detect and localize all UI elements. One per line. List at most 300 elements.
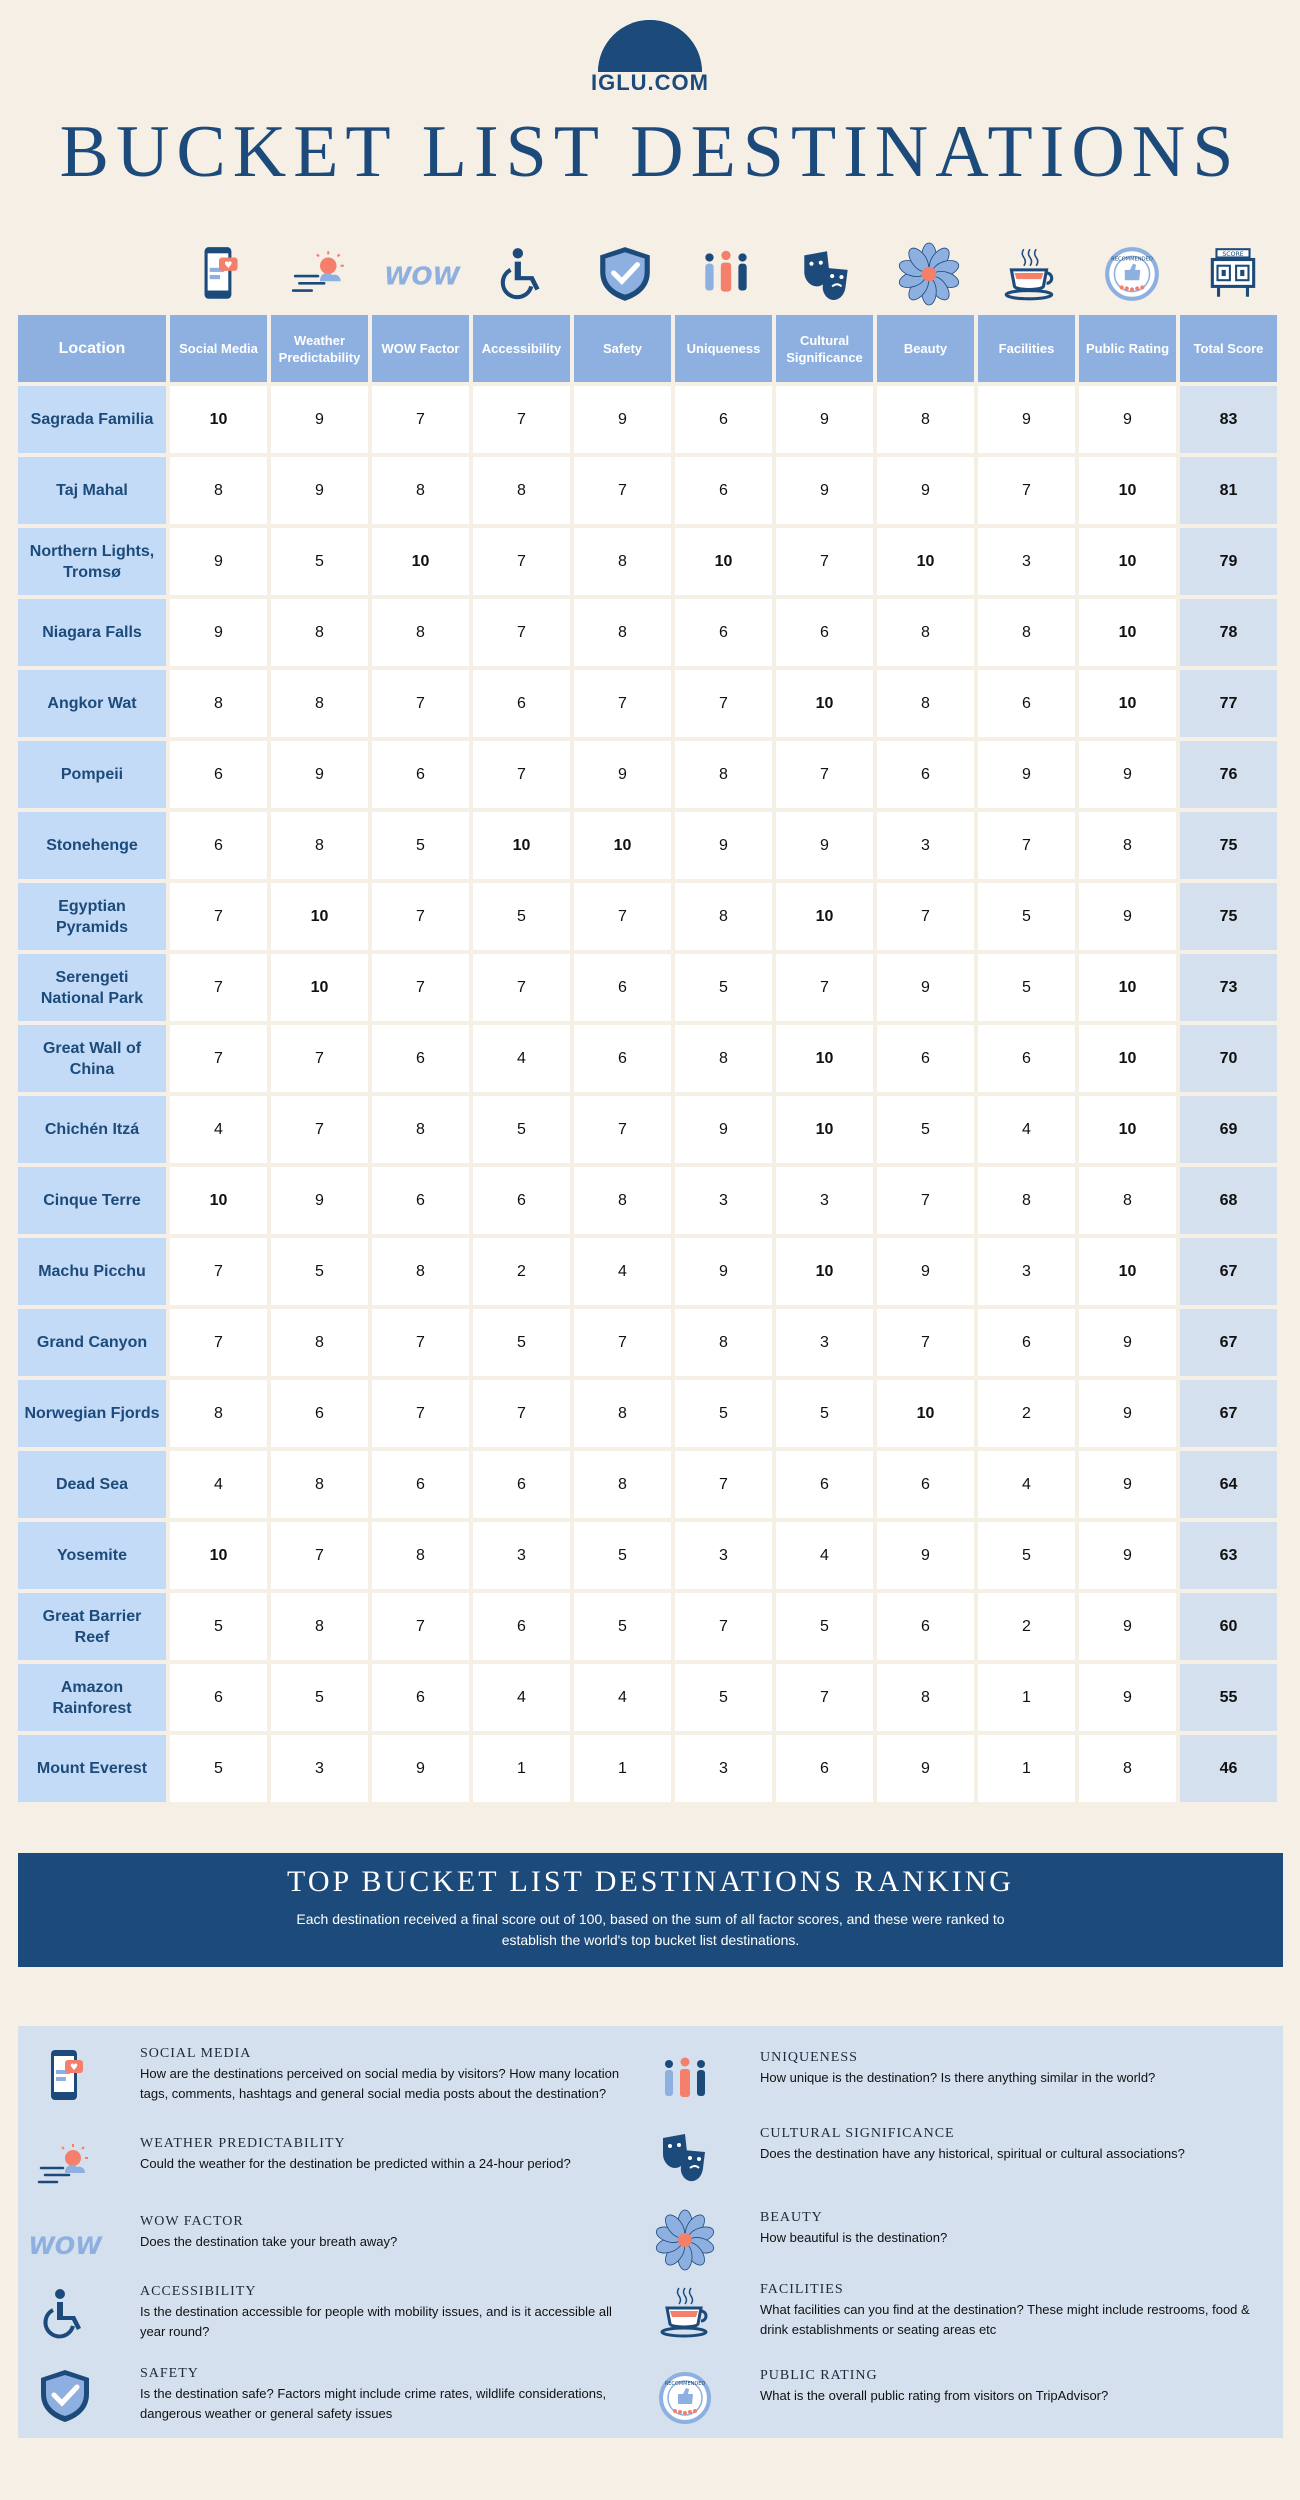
- table-row: [18, 1522, 1283, 1593]
- rating-badge-icon: [1083, 240, 1181, 308]
- score-cell: 7: [675, 670, 772, 737]
- score-cell: 5: [776, 1593, 873, 1660]
- table-row: [18, 1309, 1283, 1380]
- score-cell: 3: [776, 1167, 873, 1234]
- score-cell: 6: [675, 457, 772, 524]
- score-cell: 8: [271, 1451, 368, 1518]
- score-cell: 8: [675, 741, 772, 808]
- svg-text:♥: ♥: [69, 2063, 79, 2073]
- score-cell: 8: [574, 599, 671, 666]
- legend-description: What is the overall public rating from visitors on TripAdvisor?: [760, 2388, 1109, 2403]
- score-cell: 6: [877, 1451, 974, 1518]
- total-score-cell: 83: [1180, 386, 1277, 453]
- score-cell: 5: [776, 1380, 873, 1447]
- score-cell: 5: [574, 1522, 671, 1589]
- score-cell: 9: [877, 954, 974, 1021]
- score-cell: 10: [170, 1522, 267, 1589]
- score-cell: 8: [877, 386, 974, 453]
- score-cell: 5: [473, 1309, 570, 1376]
- shield-icon: [576, 240, 674, 308]
- theatre-masks-icon: [778, 240, 876, 308]
- column-header: Cultural Significance: [776, 315, 873, 382]
- score-cell: 7: [473, 386, 570, 453]
- score-cell: 7: [574, 1096, 671, 1163]
- total-score-cell: 75: [1180, 812, 1277, 879]
- accessibility-icon: [474, 240, 572, 308]
- table-row: [18, 1735, 1283, 1806]
- score-cell: 7: [978, 457, 1075, 524]
- column-header: Location: [18, 315, 166, 382]
- score-cell: 7: [574, 457, 671, 524]
- score-cell: 8: [271, 1309, 368, 1376]
- flower-icon: [880, 240, 978, 308]
- score-cell: 7: [574, 1309, 671, 1376]
- weather-icon: [271, 240, 369, 308]
- score-cell: 7: [170, 883, 267, 950]
- score-cell: 3: [675, 1522, 772, 1589]
- score-cell: 5: [574, 1593, 671, 1660]
- total-score-cell: 63: [1180, 1522, 1277, 1589]
- score-cell: 7: [372, 670, 469, 737]
- legend-description: Does the destination take your breath away?: [140, 2234, 398, 2249]
- score-cell: 7: [473, 599, 570, 666]
- score-cell: 9: [372, 1735, 469, 1802]
- score-cell: 5: [675, 954, 772, 1021]
- phone-icon: [170, 240, 268, 308]
- legend-title: SAFETY: [140, 2366, 199, 2381]
- total-score-cell: 68: [1180, 1167, 1277, 1234]
- scoreboard-icon: [1184, 240, 1282, 308]
- score-cell: 9: [877, 1735, 974, 1802]
- column-header: Weather Predictability: [271, 315, 368, 382]
- score-cell: 7: [473, 954, 570, 1021]
- score-cell: 6: [372, 1025, 469, 1092]
- score-cell: 9: [675, 1096, 772, 1163]
- ranking-banner: [18, 1853, 1283, 1967]
- column-header: Public Rating: [1079, 315, 1176, 382]
- legend-title: WEATHER PREDICTABILITY: [140, 2136, 346, 2151]
- location-cell: Niagara Falls: [18, 599, 166, 666]
- score-cell: 9: [1079, 1309, 1176, 1376]
- score-cell: 9: [1079, 1380, 1176, 1447]
- total-score-cell: 81: [1180, 457, 1277, 524]
- column-header: Facilities: [978, 315, 1075, 382]
- score-cell: 6: [877, 1025, 974, 1092]
- score-cell: 6: [978, 670, 1075, 737]
- location-cell: Grand Canyon: [18, 1309, 166, 1376]
- coffee-cup-icon: [650, 2282, 720, 2342]
- column-header: Uniqueness: [675, 315, 772, 382]
- legend-description: How are the destinations perceived on social media by visitors? How many location tags, comments, hashtags and general social media posts about the destination?: [140, 2066, 620, 2101]
- score-cell: 10: [170, 1167, 267, 1234]
- table-row: [18, 812, 1283, 883]
- score-cell: 9: [675, 1238, 772, 1305]
- score-cell: 4: [574, 1238, 671, 1305]
- score-cell: 6: [372, 1451, 469, 1518]
- total-score-cell: 77: [1180, 670, 1277, 737]
- score-cell: 9: [170, 599, 267, 666]
- location-cell: Serengeti National Park: [18, 954, 166, 1021]
- score-cell: 7: [473, 741, 570, 808]
- score-cell: 3: [877, 812, 974, 879]
- score-cell: 6: [170, 741, 267, 808]
- score-cell: 7: [877, 883, 974, 950]
- score-cell: 5: [271, 528, 368, 595]
- score-cell: 10: [776, 1096, 873, 1163]
- table-header-row: [18, 315, 1283, 386]
- score-cell: 10: [473, 812, 570, 879]
- score-cell: 9: [978, 741, 1075, 808]
- score-cell: 7: [271, 1096, 368, 1163]
- legend-description: Is the destination safe? Factors might include crime rates, wildlife considerations, dangerous weather or general safety issues: [140, 2386, 607, 2421]
- location-cell: Dead Sea: [18, 1451, 166, 1518]
- score-cell: 3: [473, 1522, 570, 1589]
- score-cell: 7: [776, 954, 873, 1021]
- svg-text:WOW: WOW: [28, 2232, 102, 2260]
- table-row: [18, 954, 1283, 1025]
- location-cell: Great Wall of China: [18, 1025, 166, 1092]
- score-cell: 8: [574, 528, 671, 595]
- score-cell: 8: [1079, 1167, 1176, 1234]
- score-cell: 4: [473, 1664, 570, 1731]
- location-cell: Egyptian Pyramids: [18, 883, 166, 950]
- score-cell: 7: [271, 1025, 368, 1092]
- score-cell: 7: [473, 1380, 570, 1447]
- score-cell: 9: [271, 457, 368, 524]
- score-cell: 6: [574, 1025, 671, 1092]
- location-cell: Great Barrier Reef: [18, 1593, 166, 1660]
- score-cell: 5: [170, 1735, 267, 1802]
- score-cell: 7: [372, 954, 469, 1021]
- score-cell: 10: [877, 1380, 974, 1447]
- score-cell: 8: [877, 670, 974, 737]
- table-row: [18, 457, 1283, 528]
- score-cell: 1: [978, 1735, 1075, 1802]
- score-cell: 9: [170, 528, 267, 595]
- score-cell: 10: [1079, 599, 1176, 666]
- score-cell: 5: [978, 883, 1075, 950]
- svg-text:WOW: WOW: [384, 261, 460, 291]
- score-cell: 10: [1079, 1238, 1176, 1305]
- score-cell: 8: [675, 883, 772, 950]
- table-row: [18, 528, 1283, 599]
- score-cell: 6: [675, 599, 772, 666]
- score-cell: 10: [1079, 528, 1176, 595]
- score-cell: 8: [877, 599, 974, 666]
- score-cell: 8: [1079, 1735, 1176, 1802]
- theatre-masks-icon: [650, 2126, 720, 2186]
- total-score-cell: 78: [1180, 599, 1277, 666]
- legend-title: SOCIAL MEDIA: [140, 2046, 252, 2061]
- score-cell: 6: [877, 1593, 974, 1660]
- score-cell: 9: [978, 386, 1075, 453]
- legend-title: BEAUTY: [760, 2210, 823, 2225]
- score-cell: 7: [574, 670, 671, 737]
- score-cell: 7: [372, 386, 469, 453]
- score-cell: 9: [675, 812, 772, 879]
- score-cell: 7: [372, 1380, 469, 1447]
- score-cell: 3: [978, 528, 1075, 595]
- score-cell: 7: [776, 528, 873, 595]
- score-cell: 10: [1079, 670, 1176, 737]
- score-cell: 10: [1079, 1025, 1176, 1092]
- location-cell: Pompeii: [18, 741, 166, 808]
- table-row: [18, 1025, 1283, 1096]
- score-cell: 10: [574, 812, 671, 879]
- legend-description: Does the destination have any historical, spiritual or cultural associations?: [760, 2146, 1185, 2161]
- score-cell: 7: [877, 1309, 974, 1376]
- score-cell: 6: [473, 670, 570, 737]
- legend-description: How unique is the destination? Is there anything similar in the world?: [760, 2070, 1156, 2085]
- score-cell: 7: [170, 1025, 267, 1092]
- score-cell: 6: [877, 741, 974, 808]
- score-cell: 9: [271, 1167, 368, 1234]
- location-cell: Taj Mahal: [18, 457, 166, 524]
- total-score-cell: 55: [1180, 1664, 1277, 1731]
- score-cell: 7: [675, 1593, 772, 1660]
- score-cell: 6: [675, 386, 772, 453]
- score-cell: 6: [776, 1451, 873, 1518]
- column-header: Social Media: [170, 315, 267, 382]
- score-cell: 1: [978, 1664, 1075, 1731]
- wow-icon: [30, 2214, 100, 2274]
- coffee-cup-icon: [981, 240, 1079, 308]
- total-score-cell: 69: [1180, 1096, 1277, 1163]
- score-cell: 10: [776, 1238, 873, 1305]
- score-cell: 9: [271, 741, 368, 808]
- score-cell: 5: [170, 1593, 267, 1660]
- score-cell: 9: [776, 386, 873, 453]
- score-cell: 5: [675, 1664, 772, 1731]
- table-row: [18, 741, 1283, 812]
- column-header: Safety: [574, 315, 671, 382]
- location-cell: Northern Lights, Tromsø: [18, 528, 166, 595]
- score-cell: 9: [574, 386, 671, 453]
- score-cell: 8: [372, 1522, 469, 1589]
- score-cell: 5: [978, 1522, 1075, 1589]
- table-body: [18, 386, 1283, 1806]
- score-cell: 10: [271, 954, 368, 1021]
- total-score-cell: 70: [1180, 1025, 1277, 1092]
- score-cell: 9: [776, 812, 873, 879]
- score-cell: 8: [675, 1309, 772, 1376]
- table-row: [18, 1664, 1283, 1735]
- legend-title: UNIQUENESS: [760, 2050, 858, 2065]
- legend-description: How beautiful is the destination?: [760, 2230, 948, 2245]
- score-cell: 9: [1079, 741, 1176, 808]
- score-cell: 7: [170, 1238, 267, 1305]
- score-cell: 8: [978, 599, 1075, 666]
- column-header: Accessibility: [473, 315, 570, 382]
- score-cell: 4: [170, 1451, 267, 1518]
- score-cell: 8: [372, 599, 469, 666]
- table-row: [18, 883, 1283, 954]
- score-cell: 8: [170, 670, 267, 737]
- legend-title: ACCESSIBILITY: [140, 2284, 257, 2299]
- score-cell: 10: [877, 528, 974, 595]
- score-cell: 6: [170, 812, 267, 879]
- score-cell: 5: [372, 812, 469, 879]
- score-cell: 8: [473, 457, 570, 524]
- score-cell: 7: [372, 1309, 469, 1376]
- score-cell: 8: [574, 1451, 671, 1518]
- legend-description: What facilities can you find at the destination? These might include restrooms, food & drink establishments or seating areas etc: [760, 2302, 1250, 2337]
- score-cell: 5: [473, 1096, 570, 1163]
- svg-text:RECOMMENDED: RECOMMENDED: [664, 2381, 706, 2387]
- score-cell: 9: [776, 457, 873, 524]
- score-cell: 6: [473, 1451, 570, 1518]
- location-cell: Stonehenge: [18, 812, 166, 879]
- score-cell: 10: [776, 883, 873, 950]
- total-score-cell: 79: [1180, 528, 1277, 595]
- location-cell: Chichén Itzá: [18, 1096, 166, 1163]
- score-cell: 6: [574, 954, 671, 1021]
- location-cell: Sagrada Familia: [18, 386, 166, 453]
- location-cell: Machu Picchu: [18, 1238, 166, 1305]
- score-cell: 9: [877, 1238, 974, 1305]
- total-score-cell: 67: [1180, 1380, 1277, 1447]
- total-score-cell: 60: [1180, 1593, 1277, 1660]
- score-cell: 2: [978, 1380, 1075, 1447]
- score-cell: 8: [271, 1593, 368, 1660]
- score-cell: 8: [271, 812, 368, 879]
- factor-legend: [18, 2026, 1283, 2438]
- score-cell: 7: [877, 1167, 974, 1234]
- legend-title: PUBLIC RATING: [760, 2368, 878, 2383]
- score-cell: 3: [675, 1735, 772, 1802]
- weather-icon: [30, 2136, 100, 2196]
- page-title: BUCKET LIST DESTINATIONS: [59, 111, 1241, 193]
- score-cell: 6: [776, 1735, 873, 1802]
- score-cell: 7: [776, 1664, 873, 1731]
- accessibility-icon: [30, 2284, 100, 2344]
- score-cell: 6: [978, 1025, 1075, 1092]
- score-cell: 5: [675, 1380, 772, 1447]
- banner-title: TOP BUCKET LIST DESTINATIONS RANKING: [287, 1865, 1014, 1898]
- score-cell: 1: [473, 1735, 570, 1802]
- legend-title: FACILITIES: [760, 2282, 844, 2297]
- rating-badge-icon: [650, 2368, 720, 2428]
- svg-text:RECOMMENDED: RECOMMENDED: [1111, 256, 1153, 263]
- score-cell: 6: [473, 1167, 570, 1234]
- score-cell: 6: [978, 1309, 1075, 1376]
- score-cell: 8: [1079, 812, 1176, 879]
- score-cell: 5: [271, 1664, 368, 1731]
- score-cell: 7: [473, 528, 570, 595]
- score-cell: 8: [877, 1664, 974, 1731]
- location-cell: Cinque Terre: [18, 1167, 166, 1234]
- total-score-cell: 75: [1180, 883, 1277, 950]
- legend-description: Could the weather for the destination be predicted within a 24-hour period?: [140, 2156, 571, 2171]
- score-cell: 7: [574, 883, 671, 950]
- score-cell: 5: [877, 1096, 974, 1163]
- score-cell: 7: [675, 1451, 772, 1518]
- score-cell: 6: [473, 1593, 570, 1660]
- score-cell: 9: [1079, 883, 1176, 950]
- location-cell: Amazon Rainforest: [18, 1664, 166, 1731]
- legend-title: WOW FACTOR: [140, 2214, 244, 2229]
- people-icon: [677, 240, 775, 308]
- score-cell: 8: [372, 1238, 469, 1305]
- score-cell: 4: [473, 1025, 570, 1092]
- location-cell: Norwegian Fjords: [18, 1380, 166, 1447]
- score-cell: 8: [372, 457, 469, 524]
- legend-description: Is the destination accessible for people with mobility issues, and is it accessible all year round?: [140, 2304, 612, 2339]
- wow-icon: [373, 240, 471, 308]
- score-cell: 2: [978, 1593, 1075, 1660]
- table-row: [18, 1238, 1283, 1309]
- table-row: [18, 1593, 1283, 1664]
- score-cell: 5: [271, 1238, 368, 1305]
- flower-icon: [650, 2210, 720, 2270]
- score-cell: 9: [271, 386, 368, 453]
- score-cell: 4: [170, 1096, 267, 1163]
- total-score-cell: 73: [1180, 954, 1277, 1021]
- score-cell: 8: [372, 1096, 469, 1163]
- score-cell: 10: [1079, 1096, 1176, 1163]
- column-header: Beauty: [877, 315, 974, 382]
- score-cell: 6: [372, 1664, 469, 1731]
- score-cell: 9: [1079, 1451, 1176, 1518]
- score-cell: 7: [271, 1522, 368, 1589]
- total-score-cell: 67: [1180, 1309, 1277, 1376]
- location-cell: Mount Everest: [18, 1735, 166, 1802]
- score-cell: 3: [675, 1167, 772, 1234]
- brand-name: IGLU.COM: [591, 70, 709, 95]
- table-row: [18, 1380, 1283, 1451]
- svg-text:♥: ♥: [224, 259, 233, 271]
- table-row: [18, 1451, 1283, 1522]
- score-cell: 10: [776, 1025, 873, 1092]
- score-cell: 6: [372, 1167, 469, 1234]
- score-cell: 6: [271, 1380, 368, 1447]
- score-cell: 9: [574, 741, 671, 808]
- total-score-cell: 76: [1180, 741, 1277, 808]
- score-cell: 8: [170, 457, 267, 524]
- total-score-cell: 67: [1180, 1238, 1277, 1305]
- people-icon: [650, 2050, 720, 2110]
- score-cell: 8: [271, 599, 368, 666]
- score-cell: 8: [675, 1025, 772, 1092]
- scores-table: [18, 315, 1283, 1806]
- score-cell: 7: [372, 883, 469, 950]
- score-cell: 6: [372, 741, 469, 808]
- legend-title: CULTURAL SIGNIFICANCE: [760, 2126, 955, 2141]
- score-cell: 10: [170, 386, 267, 453]
- score-cell: 5: [473, 883, 570, 950]
- score-cell: 10: [675, 528, 772, 595]
- location-cell: Yosemite: [18, 1522, 166, 1589]
- total-score-cell: 46: [1180, 1735, 1277, 1802]
- table-row: [18, 1167, 1283, 1238]
- score-cell: 5: [978, 954, 1075, 1021]
- score-cell: 7: [170, 954, 267, 1021]
- score-cell: 9: [1079, 1593, 1176, 1660]
- score-cell: 9: [1079, 386, 1176, 453]
- score-cell: 8: [574, 1380, 671, 1447]
- score-cell: 10: [271, 883, 368, 950]
- score-cell: 1: [574, 1735, 671, 1802]
- score-cell: 7: [776, 741, 873, 808]
- shield-icon: [30, 2366, 100, 2426]
- score-cell: 4: [978, 1451, 1075, 1518]
- table-row: [18, 386, 1283, 457]
- score-cell: 10: [372, 528, 469, 595]
- score-cell: 2: [473, 1238, 570, 1305]
- score-cell: 8: [574, 1167, 671, 1234]
- column-header: WOW Factor: [372, 315, 469, 382]
- score-cell: 3: [978, 1238, 1075, 1305]
